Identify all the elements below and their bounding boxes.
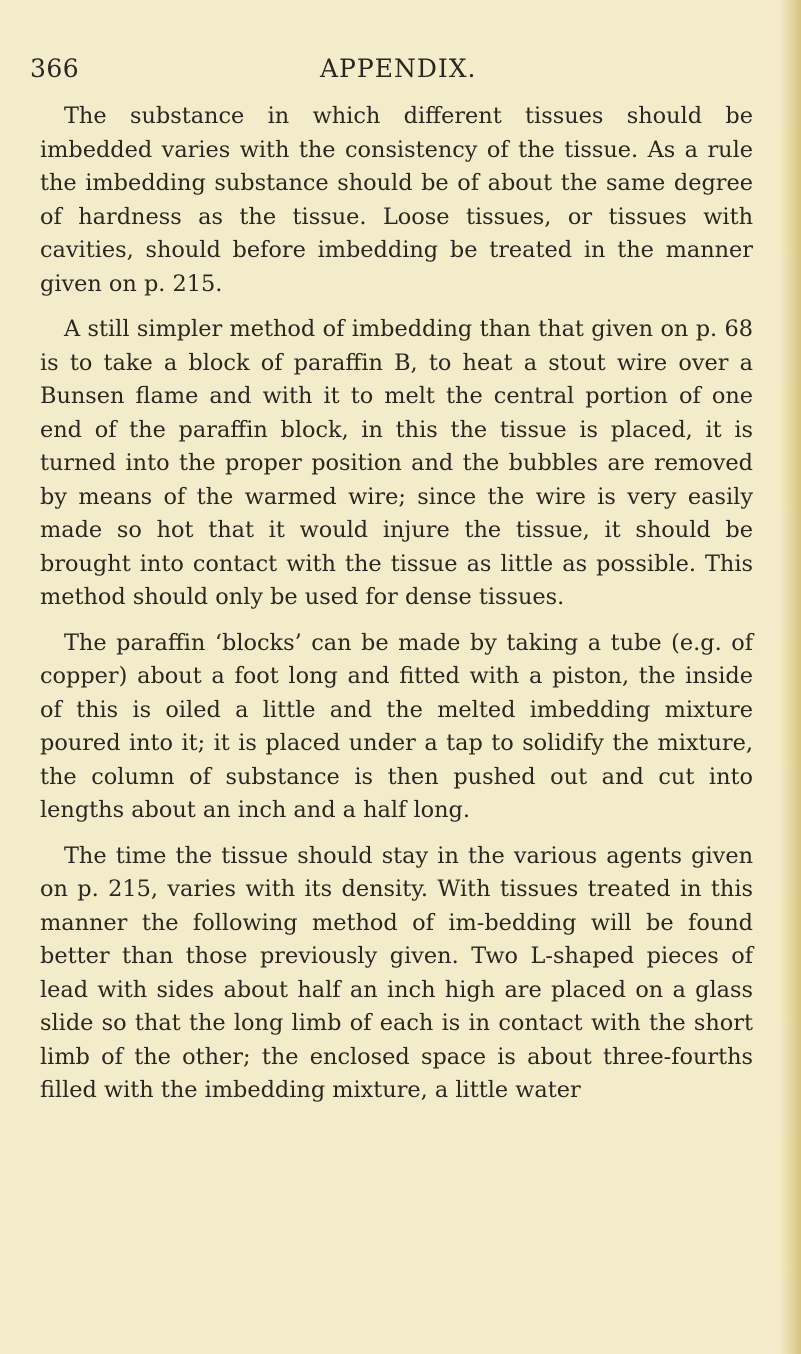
page-edge-shadow bbox=[779, 0, 801, 1354]
paragraph-simpler-method: A still simpler method of imbedding than that given on p. 68 is to take a block of paraffin B, to heat a stout wire over a Bunsen flame and with it to melt the central portion of one end of the paraffin block, in this the tissue is placed, it is turned into the proper position and the bubbles are removed by means of the warmed wire; since the wire is very easily made so hot that it would injure the tissue, it should be brought into contact with the tissue as little as possible. This method should only be used for dense tissues. bbox=[40, 316, 753, 610]
paragraph-paraffin-blocks: The paraffin ‘blocks’ can be made by taking a tube (e.g. of copper) about a foot long and fitted with a piston, the inside of this is oiled a little and the melted imbedding mixture poured into it; it is placed under a tap to solidify the mixture, the column of substance is then pushed out and cut into lengths about an inch and a half long. bbox=[40, 629, 753, 823]
page-number: 366 bbox=[30, 54, 80, 83]
page-header bbox=[30, 52, 765, 86]
body-text bbox=[40, 100, 753, 1120]
paragraph-tissue-time: The time the tissue should stay in the various agents given on p. 215, varies with its density. With tissues treated in this manner the following method of im-bedding will be found better than those previously given. Two L-shaped pieces of lead with sides about half an inch high are placed on a glass slide so that the long limb of each is in contact with the short limb of the other; the enclosed space is about three-fourths filled with the imbedding mixture, a little water bbox=[40, 842, 753, 1103]
paragraph-imbedding-substance: The substance in which different tissues should be imbedded varies with the consistency of the tissue. As a rule the imbedding substance should be of about the same degree of hardness as the tissue. Loose tissues, or tissues with cavities, should before imbedding be treated in the manner given on p. 215. bbox=[40, 103, 753, 297]
running-head: APPENDIX. bbox=[320, 54, 477, 83]
